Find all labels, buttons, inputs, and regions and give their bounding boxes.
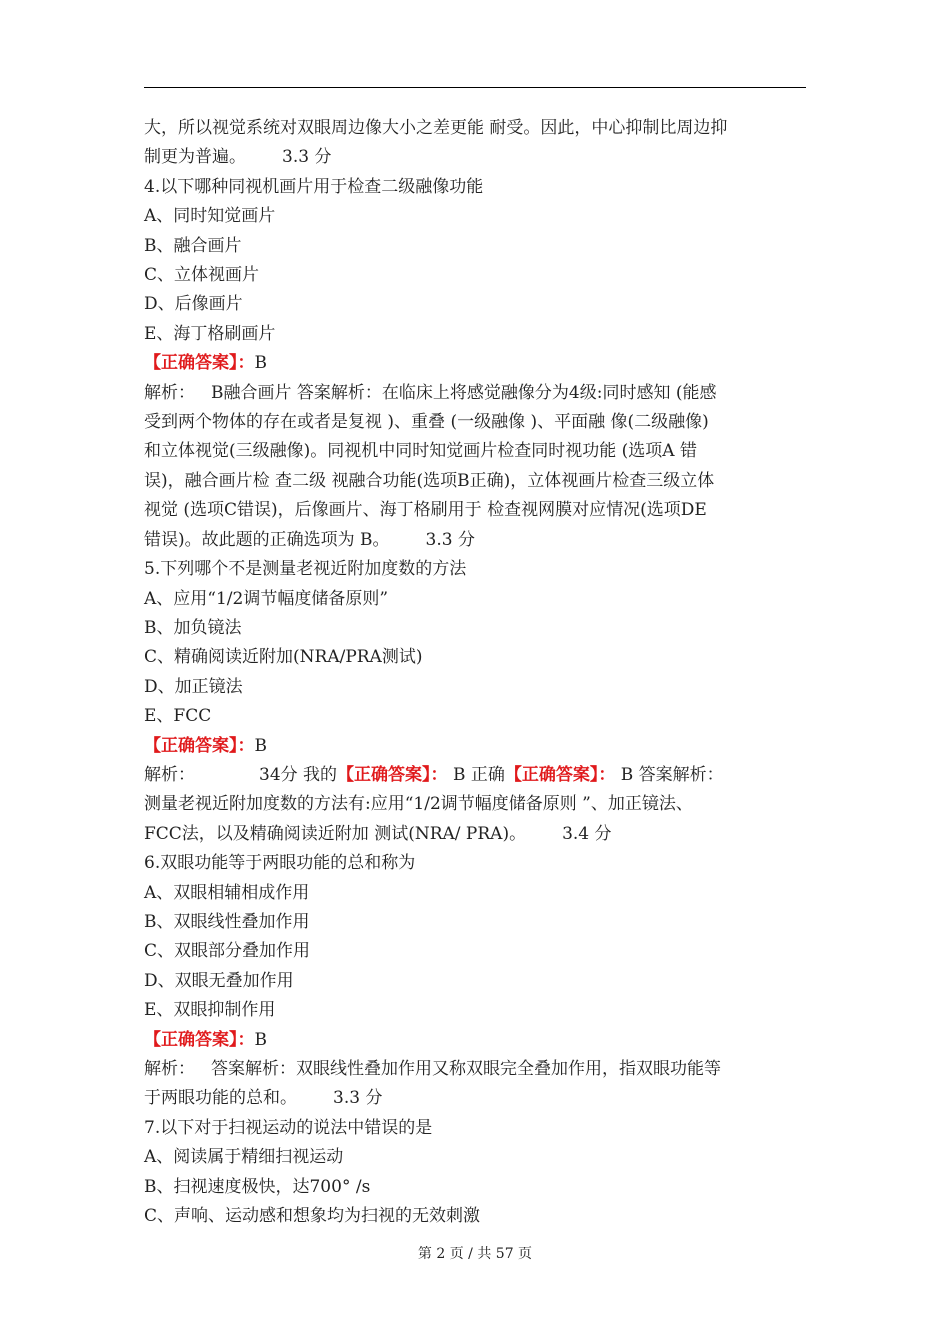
option: A、双眼相辅相成作用 bbox=[144, 882, 310, 903]
correct-answer-label: 【正确答案】： bbox=[144, 353, 255, 374]
correct-answer-value: B bbox=[254, 353, 267, 374]
analysis-line: 受到两个物体的存在或者是复视 )、重叠 (一级融像 )、平面融 像(二级融像) bbox=[144, 412, 709, 433]
option: D、加正镜法 bbox=[144, 676, 243, 697]
analysis-line: 视觉 (选项C错误)，后像画片、海丁格刷用于 检查视网膜对应情况(选项DE bbox=[144, 500, 707, 521]
option: A、同时知觉画片 bbox=[144, 206, 276, 227]
score: 3.4 分 bbox=[562, 823, 612, 844]
score: 3.3 分 bbox=[333, 1088, 383, 1109]
question-4: 4.以下哪种同视机画片用于检查二级融像功能 bbox=[144, 176, 484, 197]
text-fragment: 制更为普遍。 bbox=[144, 147, 246, 168]
analysis-text: 于两眼功能的总和。 bbox=[144, 1088, 297, 1109]
option: A、阅读属于精细扫视运动 bbox=[144, 1147, 344, 1168]
option: C、双眼部分叠加作用 bbox=[144, 941, 311, 962]
option: B、融合画片 bbox=[144, 235, 242, 256]
analysis-line: 误)，融合画片检 查二级 视融合功能(选项B正确)，立体视画片检查三级立体 bbox=[144, 470, 715, 491]
option: B、扫视速度极快，达700° /s bbox=[144, 1176, 371, 1197]
analysis-text: B 答案解析： bbox=[620, 764, 724, 785]
page-footer: 第 2 页 / 共 57 页 bbox=[417, 1246, 533, 1262]
option: E、海丁格刷画片 bbox=[144, 323, 276, 344]
analysis-text: B融合画片 答案解析：在临床上将感觉融像分为4级:同时感知 (能感 bbox=[211, 382, 717, 403]
my-answer-text: 我的 bbox=[303, 764, 338, 785]
analysis-line bbox=[144, 526, 808, 555]
question-6: 6.双眼功能等于两眼功能的总和称为 bbox=[144, 853, 416, 874]
analysis-label: 解析： bbox=[144, 382, 195, 403]
correct-answer-label: 【正确答案】： bbox=[144, 735, 255, 756]
option: C、声响、运动感和想象均为扫视的无效刺激 bbox=[144, 1206, 481, 1227]
option: C、立体视画片 bbox=[144, 265, 260, 286]
option: E、FCC bbox=[144, 706, 212, 727]
answer-line bbox=[144, 349, 808, 378]
header-rule bbox=[144, 87, 806, 88]
score: 3.3 分 bbox=[425, 529, 475, 550]
option: D、双眼无叠加作用 bbox=[144, 970, 294, 991]
analysis-label: 解析： bbox=[144, 764, 195, 785]
analysis-line: 测量老视近附加度数的方法有:应用“1/2调节幅度储备原则 ”、加正镜法、 bbox=[144, 794, 693, 815]
option: C、精确阅读近附加(NRA/PRA测试) bbox=[144, 647, 423, 668]
analysis-line bbox=[144, 379, 808, 408]
option: B、双眼线性叠加作用 bbox=[144, 911, 310, 932]
option: D、后像画片 bbox=[144, 294, 243, 315]
text-line bbox=[144, 143, 808, 172]
analysis-text: 答案解析：双眼线性叠加作用又称双眼完全叠加作用，指双眼功能等 bbox=[211, 1059, 721, 1079]
answer-line bbox=[144, 1026, 808, 1055]
page-content bbox=[144, 114, 808, 1231]
correct-answer-value: B bbox=[254, 1029, 267, 1050]
question-5: 5.下列哪个不是测量老视近附加度数的方法 bbox=[144, 559, 467, 580]
correct-answer-value: B bbox=[254, 735, 267, 756]
question-7: 7.以下对于扫视运动的说法中错误的是 bbox=[144, 1117, 433, 1138]
analysis-text: FCC法，以及精确阅读近附加 测试(NRA/ PRA)。 bbox=[144, 823, 527, 844]
option: A、应用“1/2调节幅度储备原则” bbox=[144, 588, 389, 609]
analysis-label: 解析： bbox=[144, 1059, 195, 1079]
analysis-line bbox=[144, 1055, 808, 1084]
analysis-line bbox=[144, 761, 808, 790]
analysis-score: 34分 bbox=[259, 764, 298, 785]
answer-line bbox=[144, 732, 808, 761]
correct-answer-label: 【正确答案】： bbox=[504, 764, 616, 785]
correct-answer-label: 【正确答案】： bbox=[144, 1029, 255, 1050]
analysis-line: 和立体视觉(三级融像)。同视机中同时知觉画片检查同时视功能 (选项A 错 bbox=[144, 441, 697, 462]
option: B、加负镜法 bbox=[144, 617, 242, 638]
option: E、双眼抑制作用 bbox=[144, 1000, 276, 1021]
text-line: 大，所以视觉系统对双眼周边像大小之差更能 耐受。因此，中心抑制比周边抑 bbox=[144, 118, 728, 138]
correct-answer-label: 【正确答案】： bbox=[337, 764, 448, 785]
analysis-line bbox=[144, 820, 808, 849]
analysis-text: 错误)。故此题的正确选项为 B。 bbox=[144, 529, 390, 550]
score: 3.3 分 bbox=[282, 147, 332, 168]
my-answer-result: B 正确 bbox=[452, 764, 505, 785]
analysis-line bbox=[144, 1084, 808, 1113]
